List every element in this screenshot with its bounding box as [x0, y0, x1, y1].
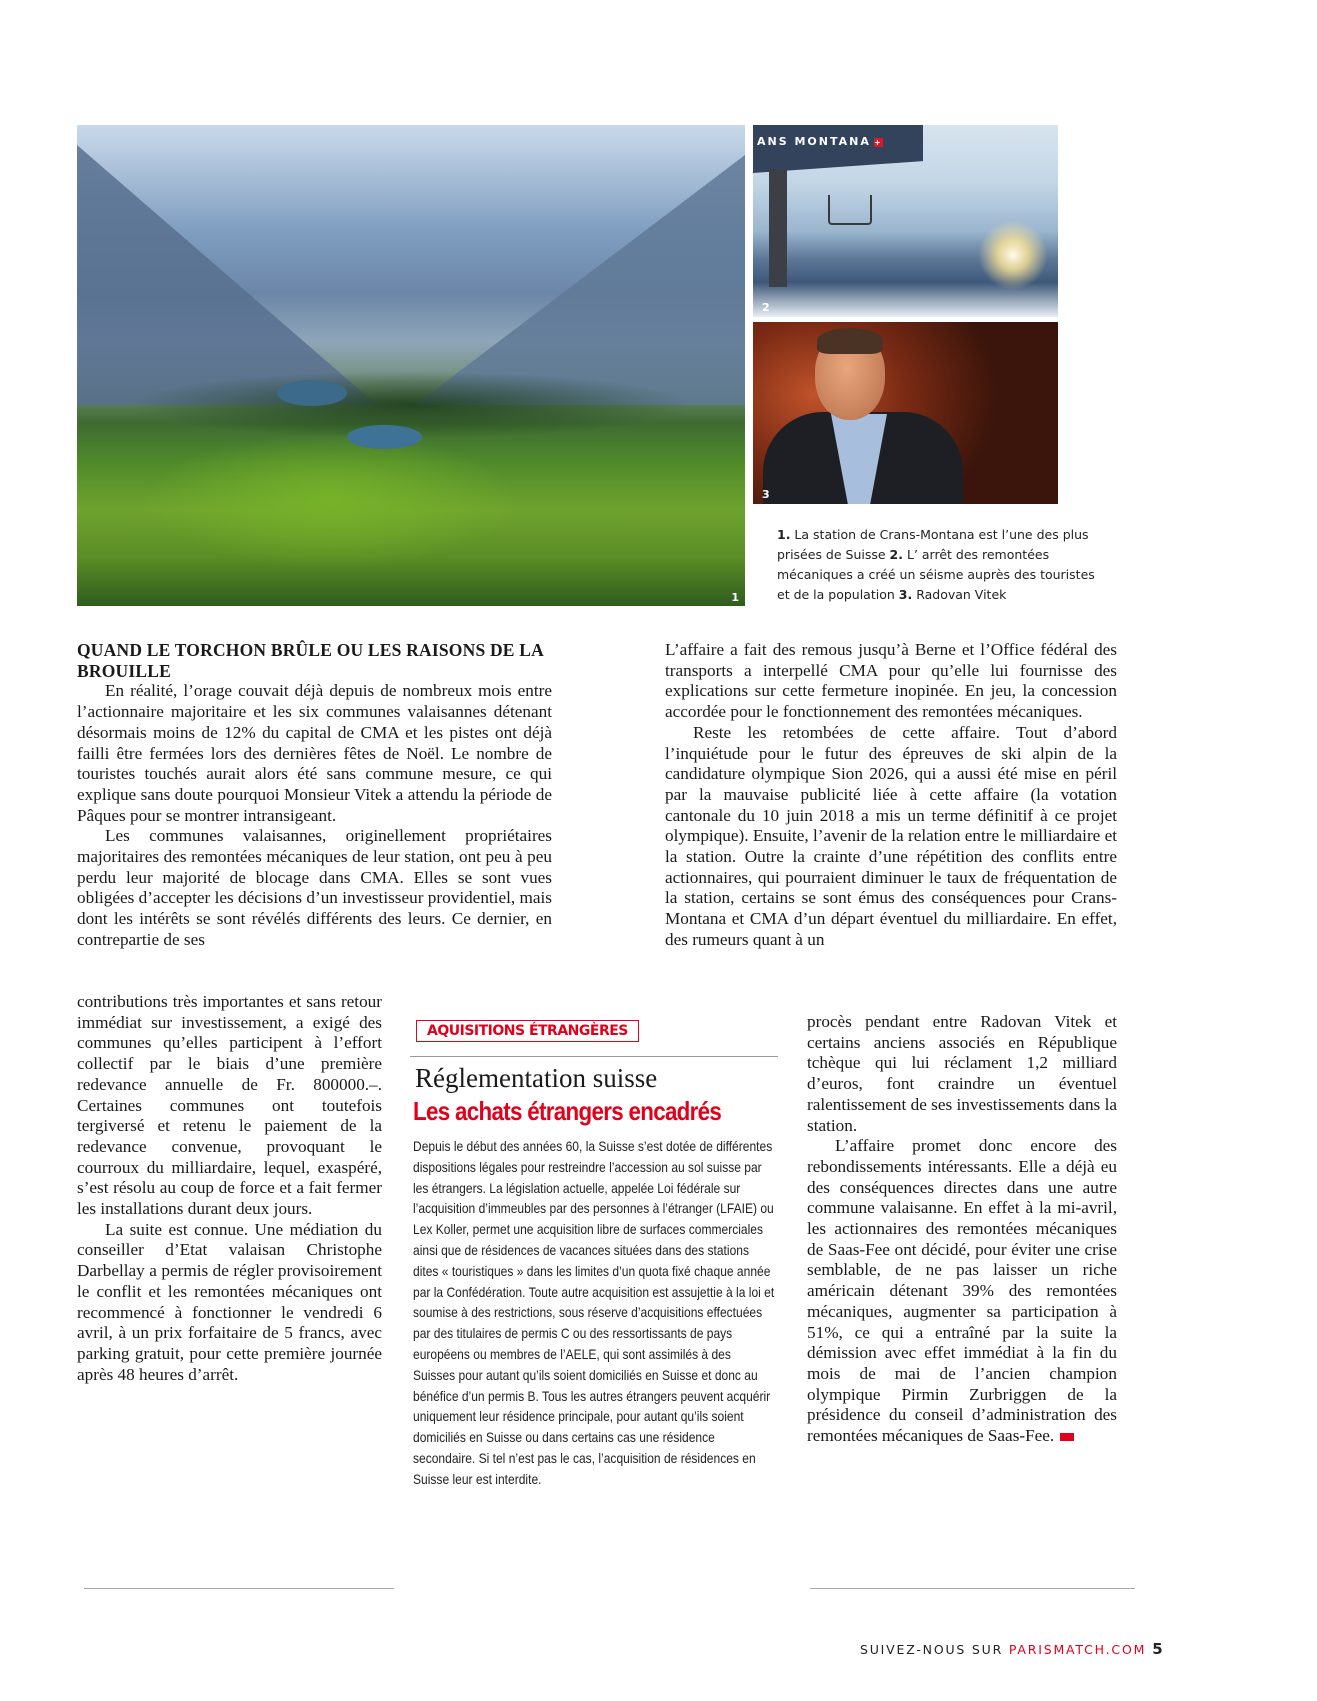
bottom-divider-left: [84, 1588, 394, 1589]
caption-number: 1.: [777, 527, 791, 542]
article-column-left-bottom: [77, 992, 382, 1385]
lift-sign: [757, 135, 883, 148]
paragraph: [807, 1136, 1117, 1447]
lake-shape: [347, 425, 422, 449]
photo-number: 3: [762, 488, 770, 501]
caption-text: Radovan Vitek: [912, 587, 1007, 602]
photo-chairlift: [753, 125, 1058, 317]
page-number: 5: [1152, 1640, 1163, 1658]
sun-flare: [978, 220, 1048, 290]
photo-caption: [777, 525, 1097, 605]
box-category-tag: AQUISITIONS ÉTRANGÈRES: [416, 1020, 639, 1042]
paragraph: procès pendant entre Radovan Vitek et certains anciens associés en République tchèque qui lui réclament 1,2 milliard d’euros, font craindre un éventuel ralentissement de ses investissements dans la station.: [807, 1012, 1117, 1135]
lake-shape: [277, 380, 347, 406]
swiss-flag-icon: +: [874, 137, 883, 147]
box-divider: [410, 1056, 778, 1057]
photo-portrait-radovan-vitek: [753, 322, 1058, 504]
paragraph: En réalité, l’orage couvait déjà depuis de nombreux mois entre l’actionnaire majoritaire et les six communes valaisannes détenant désormais moins de 12% du capital de CMA et les pistes ont déjà failli être fermées lors des dernières fêtes de Noël. Le nombre de touristes touchés aurait alors été sans commune mesure, ce qui explique sans doute pourquoi Monsieur Vitek a attendu la période de Pâques pour se montrer intransigeant.: [77, 681, 552, 825]
article-column-left-top: [77, 640, 552, 951]
lift-sign-text: ANS MONTANA: [757, 135, 871, 148]
article-column-right-bottom: [807, 1012, 1117, 1447]
box-subtitle: Les achats étrangers encadrés: [413, 1096, 722, 1126]
box-title: Réglementation suisse: [415, 1063, 658, 1093]
footer-website-link[interactable]: PARISMATCH.COM: [1008, 1642, 1147, 1657]
end-of-article-mark: [1060, 1433, 1074, 1441]
caption-text: La station de Crans-Montana est l’une des plus prisées de Suisse: [777, 527, 1089, 562]
photo-crans-montana-valley: [77, 125, 745, 606]
caption-number: 3.: [898, 587, 913, 602]
box-paragraph: Depuis le début des années 60, la Suisse s’est dotée de différentes dispositions légales pour restreindre l’accession au sol suisse par les étrangers. La législation actuelle, appelée Loi fédérale sur l’acquisition d’immeubles par des personnes à l’étranger (LFAIE) ou Lex Koller, permet une acquisition libre de surfaces commerciales ainsi que de résidences de vacances situées dans des stations dites « touristiques » dans les limites d’un quota fixé chaque année par la Confédération. Toute autre acquisition est assujettie à la loi et soumise à des restrictions, sous réserve d’acquisitions effectuées par des titulaires de permis C ou des ressortissants de pays européens ou membres de l’AELE, qui sont assimilés à des Suisses pour autant qu’ils soient domiciliés en Suisse et donc au bénéfice d’un permis B. Tous les autres étrangers peuvent acquérir uniquement leur résidence principale, pour autant qu’ils soient domiciliés en Suisse ou dans certains cas une résidence secondaire. Si tel n’est pas le cas, l’acquisition de résidences en Suisse leur est interdite.: [413, 1138, 775, 1487]
lift-pole: [769, 169, 787, 287]
photo-number: 1: [731, 591, 739, 604]
lift-station-roof: [753, 125, 923, 173]
article-column-right-top: [665, 640, 1117, 951]
bottom-divider-right: [810, 1588, 1135, 1589]
footer-prefix: SUIVEZ-NOUS SUR: [860, 1642, 1009, 1657]
section-heading: QUAND LE TORCHON BRÛLE OU LES RAISONS DE LA BROUILLE: [77, 640, 543, 681]
page-footer: [860, 1640, 1163, 1658]
paragraph-text: L’affaire promet donc encore des rebondissements intéressants. Elle a déjà eu des conséquences directes dans une autre commune valaisanne. En effet à la mi-avril, les actionnaires des remontées mécaniques de Saas-Fee ont décidé, pour éviter une crise semblable, de ne pas laisser un riche américain détenant 39% des remontées mécaniques, augmenter sa participation à 51%, ce qui a entraîné par la suite la démission avec effet immédiat à la fin du mois de mai de l’ancien champion olympique Pirmin Zurbriggen de la présidence du conseil d’administration des remontées mécaniques de Saas-Fee.: [807, 1136, 1117, 1446]
paragraph: Les communes valaisannes, originellement propriétaires majoritaires des remontées mécaniques de leur station, ont peu à peu perdu leur majorité de blocage dans CMA. Elles se sont vues obligées d’accepter les décisions d’un investisseur providentiel, mais dont les intérêts se sont révélés différents des leurs. Ce dernier, en contrepartie de ses: [77, 826, 552, 949]
forest-shape: [77, 345, 745, 465]
paragraph: Reste les retombées de cette affaire. Tout d’abord l’inquiétude pour le futur des épreuves de ski alpin de la candidature olympique Sion 2026, qui a aussi été mise en péril par la mauvaise publicité liée à cette affaire (la votation cantonale du 10 juin 2018 a mis un terme définitif à ce projet olympique). Ensuite, l’avenir de la relation entre le milliardaire et la station. Outre la crainte d’une répétition des conflits entre actionnaires, qui pourraient diminuer le taux de fréquentation de la station, certains se sont émus des conséquences pour Crans-Montana et CMA d’un départ éventuel du milliardaire. En effet, des rumeurs quant à un: [665, 722, 1117, 949]
chairlift-seat: [828, 195, 872, 225]
caption-text: L’ arrêt des remontées mécaniques a créé un séisme auprès des touristes et de la population: [777, 547, 1095, 602]
paragraph: contributions très importantes et sans retour immédiat sur investissement, a exigé des communes qu’elles participent à l’effort collectif par le biais d’une première redevance annuelle de Fr. 800000.–. Certaines communes ont toutefois tergiversé et retenu le paiement de la redevance convenue, provoquant le courroux du milliardaire, lequel, exaspéré, s’est résolu au coup de force et a fait fermer les installations durant deux jours.: [77, 992, 382, 1219]
box-body: [413, 1136, 774, 1490]
paragraph: La suite est connue. Une médiation du conseiller d’Etat valaisan Christophe Darbellay a permis de régler provisoirement le conflit et les remontées mécaniques ont recommencé à fonctionner le vendredi 6 avril, à un prix forfaitaire de 5 francs, avec parking gratuit, pour cette première journée après 48 heures d’arrêt.: [77, 1219, 382, 1384]
caption-number: 2.: [889, 547, 903, 562]
hair-shape: [817, 328, 883, 354]
photo-number: 2: [762, 301, 770, 314]
paragraph: L’affaire a fait des remous jusqu’à Berne et l’Office fédéral des transports a interpellé CMA pour qu’elle lui fournisse des explications sur cette fermeture inopinée. En jeu, la concession accordée pour le fonctionnement des remontées mécaniques.: [665, 640, 1117, 722]
